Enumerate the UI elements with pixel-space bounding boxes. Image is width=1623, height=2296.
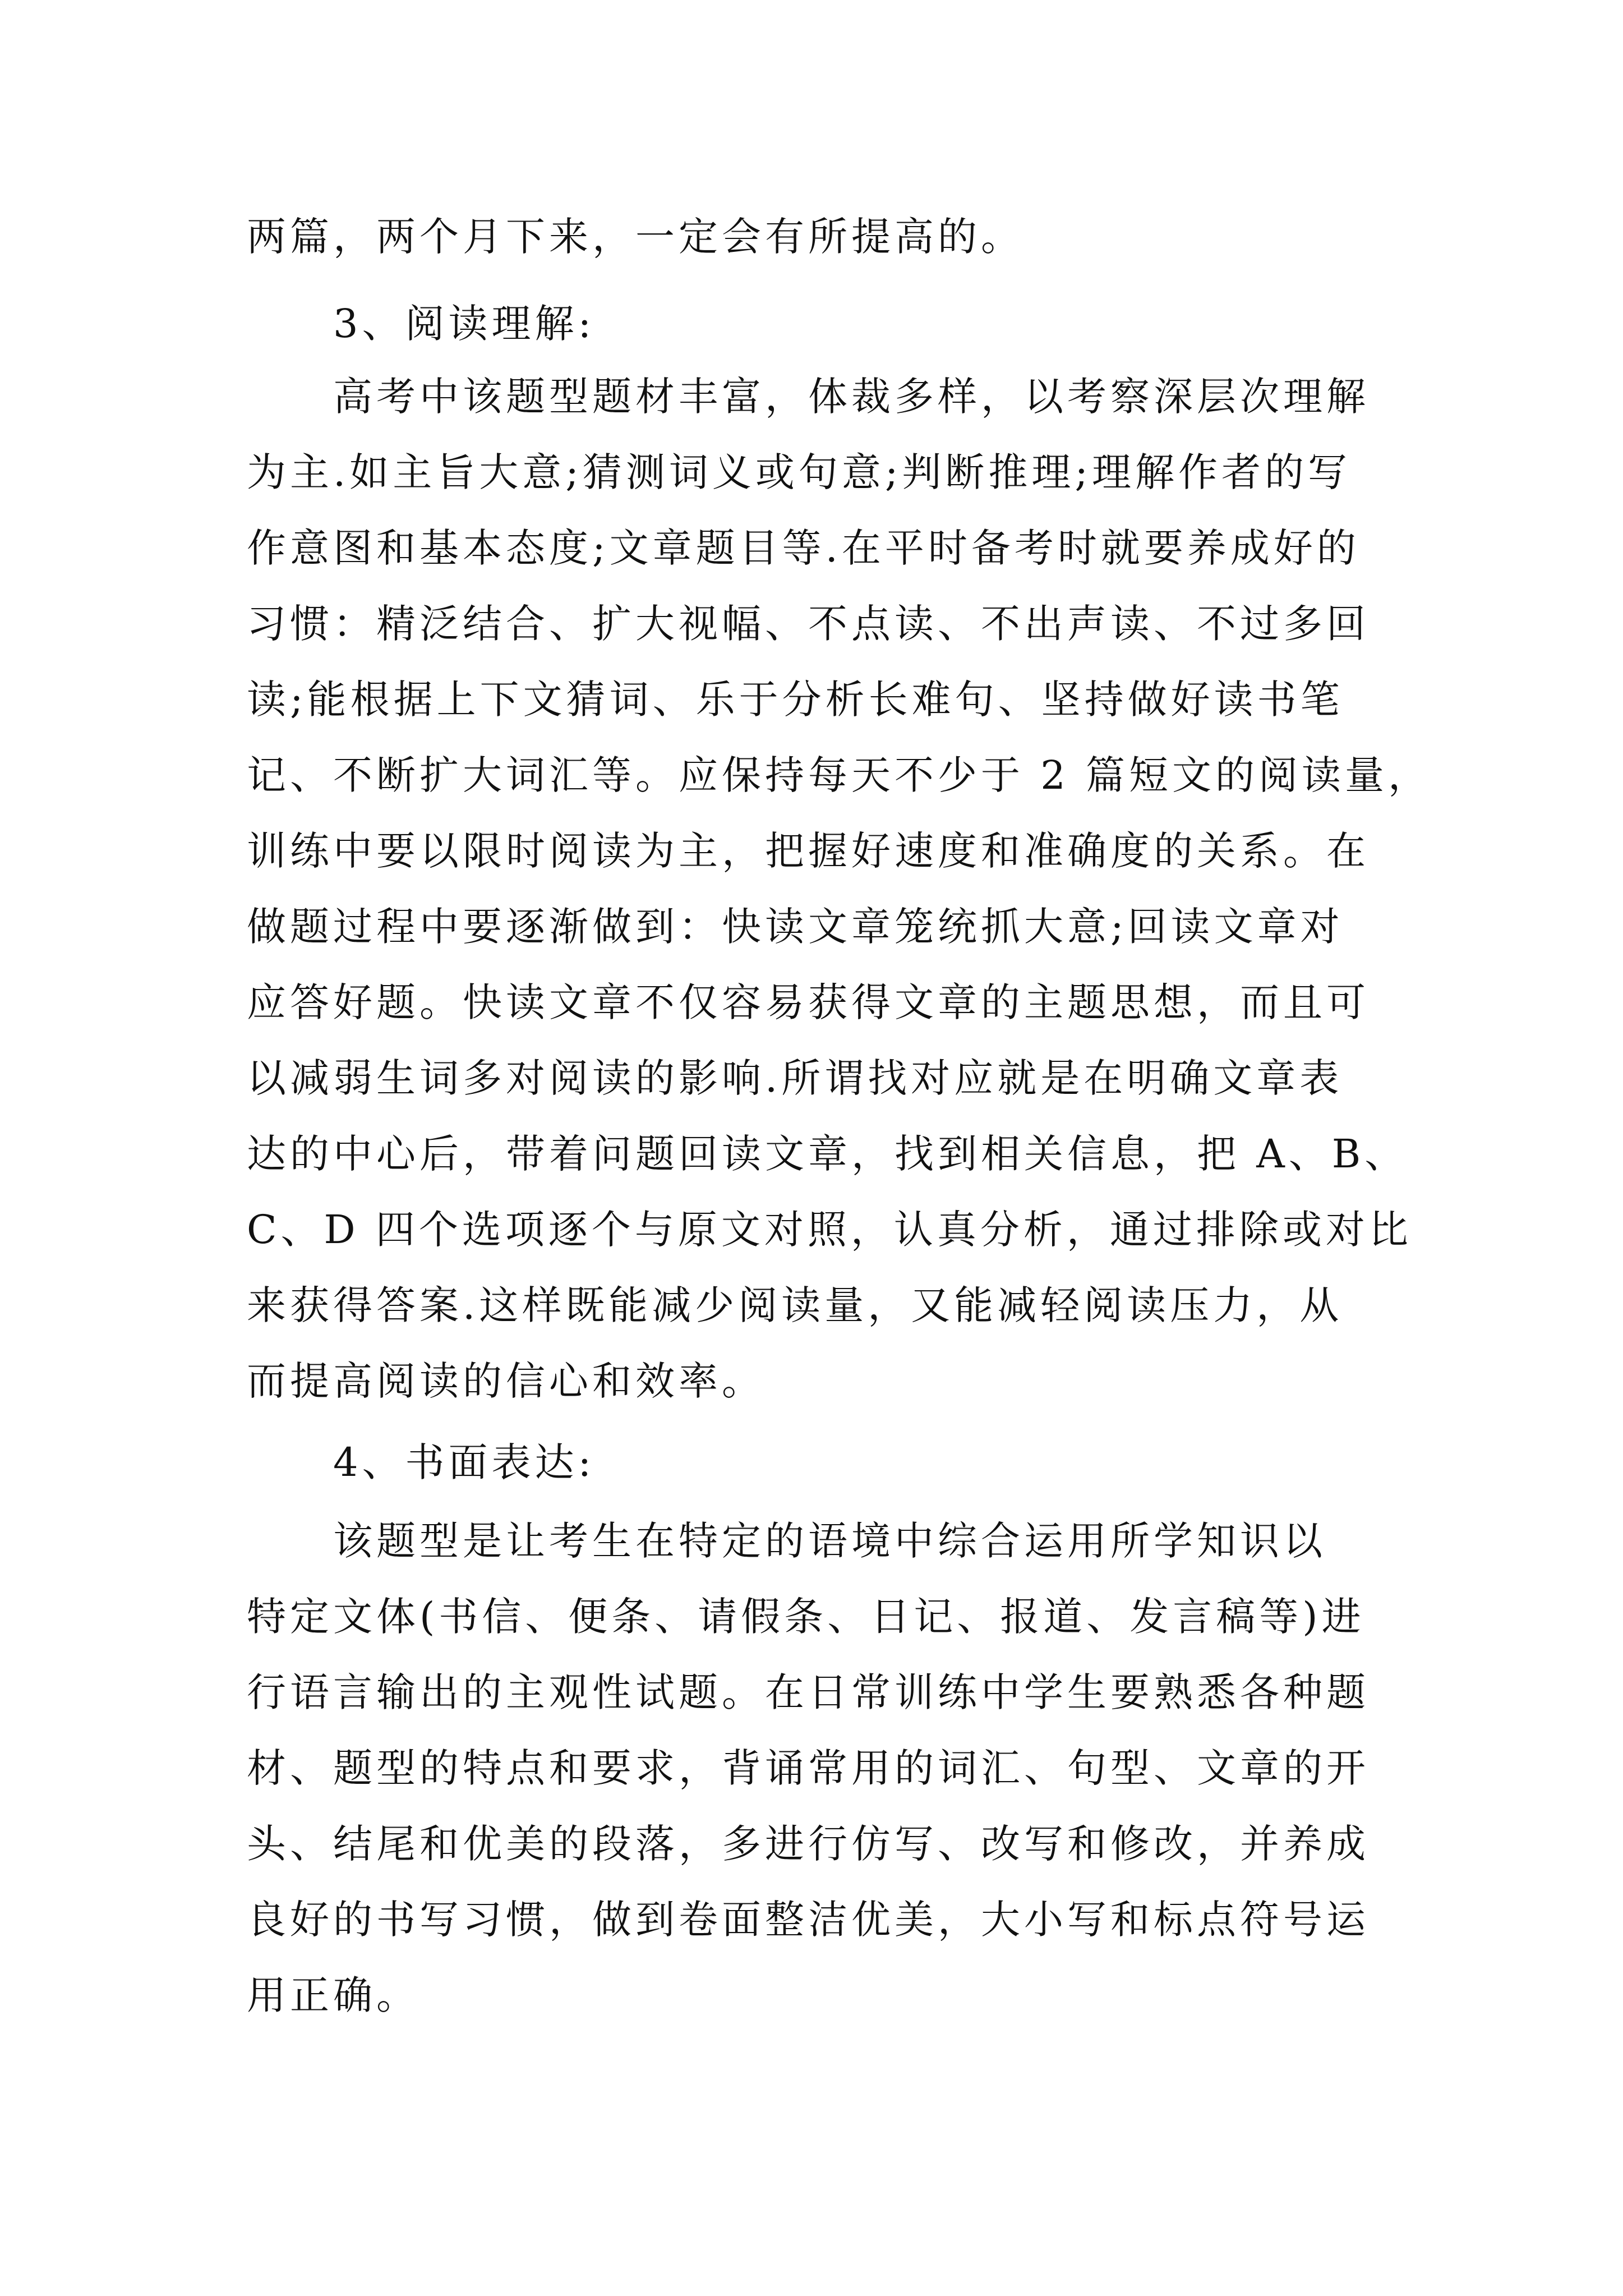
text-line: 达的中心后，带着问题回读文章，找到相关信息，把 A、B、 xyxy=(247,1131,1408,1177)
text-line: C、D 四个选项逐个与原文对照，认真分析，通过排除或对比 xyxy=(247,1207,1412,1253)
text-line: 读;能根据上下文猜词、乐于分析长难句、坚持做好读书笔 xyxy=(247,677,1344,723)
text-line: 来获得答案.这样既能减少阅读量，又能减轻阅读压力，从 xyxy=(247,1282,1343,1328)
text-line: 头、结尾和优美的段落，多进行仿写、改写和修改，并养成 xyxy=(247,1821,1370,1867)
text-line: 记、不断扩大词汇等。应保持每天不少于 2 篇短文的阅读量， xyxy=(247,752,1432,798)
text-line: 而提高阅读的信心和效率。 xyxy=(247,1358,765,1404)
text-line: 两篇，两个月下来，一定会有所提高的。 xyxy=(247,214,1024,260)
section-heading: 3、阅读理解: xyxy=(333,301,596,347)
text-line: 为主.如主旨大意;猜测词义或句意;判断推理;理解作者的写 xyxy=(247,449,1352,495)
text-line: 材、题型的特点和要求，背诵常用的词汇、句型、文章的开 xyxy=(247,1745,1370,1791)
text-line: 该题型是让考生在特定的语境中综合运用所学知识以 xyxy=(333,1518,1326,1564)
text-line: 良好的书写习惯，做到卷面整洁优美，大小写和标点符号运 xyxy=(247,1897,1370,1943)
text-line: 应答好题。快读文章不仅容易获得文章的主题思想，而且可 xyxy=(247,979,1370,1025)
text-line: 训练中要以限时阅读为主，把握好速度和准确度的关系。在 xyxy=(247,828,1370,874)
text-line: 特定文体(书信、便条、请假条、日记、报道、发言稿等)进 xyxy=(247,1594,1365,1640)
section-heading: 4、书面表达: xyxy=(333,1439,596,1485)
text-line: 做题过程中要逐渐做到：快读文章笼统抓大意;回读文章对 xyxy=(247,904,1344,950)
text-line: 习惯：精泛结合、扩大视幅、不点读、不出声读、不过多回 xyxy=(247,601,1370,647)
text-line: 作意图和基本态度;文章题目等.在平时备考时就要养成好的 xyxy=(247,525,1360,571)
text-line: 以减弱生词多对阅读的影响.所谓找对应就是在明确文章表 xyxy=(247,1055,1343,1101)
text-line: 行语言输出的主观性试题。在日常训练中学生要熟悉各种题 xyxy=(247,1669,1370,1715)
text-line: 高考中该题型题材丰富，体裁多样，以考察深层次理解 xyxy=(333,374,1370,420)
text-line: 用正确。 xyxy=(247,1972,419,2018)
